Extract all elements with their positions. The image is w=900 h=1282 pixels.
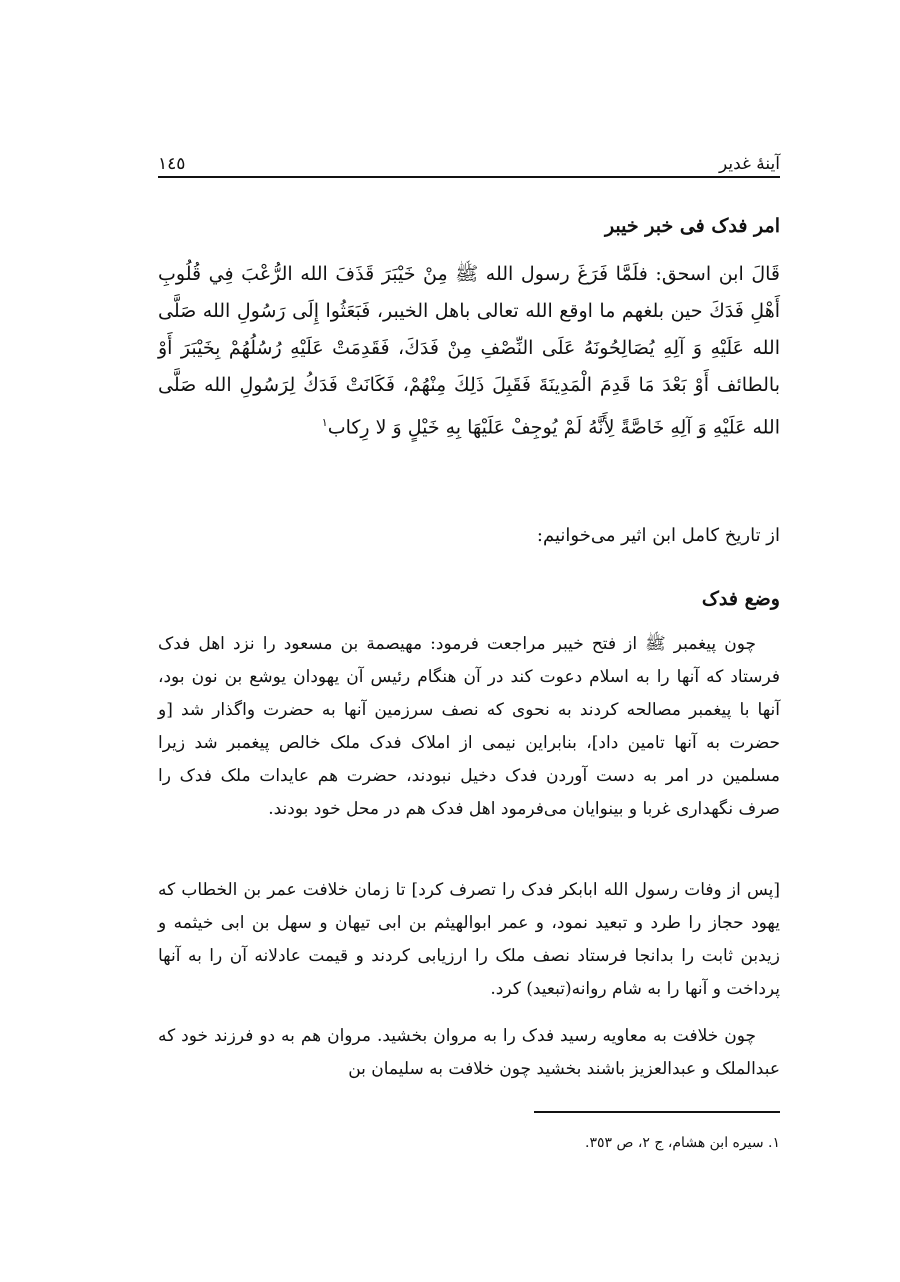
running-header: [158, 150, 780, 174]
body-paragraph-3: چون خلافت به معاویه رسید فدک را به مروان بخشید. مروان هم به دو فرزند خود که عبدالملک و عبدالعزیز باشند بخشید چون خلافت به سلیمان بن: [158, 1026, 780, 1079]
intro-line: از تاریخ کامل ابن اثیر می‌خوانیم:: [536, 525, 780, 546]
book-title: آینهٔ غدیر: [718, 154, 780, 174]
arabic-quote-paragraph: [158, 256, 780, 446]
header-rule: [158, 176, 780, 178]
arabic-quote-text: قَالَ ابن اسحق: فلَمَّا فَرَغَ رسول الله ﷺ مِنْ خَيْبَرَ قَذَفَ الله الرُّعْبَ فِي قُلُوبِ أَهْلِ فَدَكَ حين بلغهم ما اوقع الله تعالى باهل الخيبر، فَبَعَثُوا إِلَى رَسُولِ الله صَلَّى الله عَلَيْهِ وَ آلِهِ يُصَالِحُونَهُ عَلَى النِّصْفِ مِنْ فَدَكَ، فَقَدِمَتْ عَلَيْهِ رُسُلُهُمْ بِخَيْبَرَ أَوْ بالطائف أَوْ بَعْدَ مَا قَدِمَ الْمَدِينَةَ فَقَبِلَ ذَلِكَ مِنْهُمْ، فَكَانَتْ فَدَكُ لِرَسُولِ الله صَلَّى الله عَلَيْهِ وَ آلِهِ خَاصَّةً لِأَنَّهُ لَمْ يُوجِفْ عَلَيْهَا بِهِ خَيْلٍ وَ لا رِكاب: [158, 263, 780, 439]
body-paragraph-2: [پس از وفات رسول الله ابابکر فدک را تصرف کرد] تا زمان خلافت عمر بن الخطاب که یهود حجاز را طرد و تبعید نمود، و عمر ابوالهیثم بن ابی تیهان و سهل بن ابی خیثمه و زیدبن ثابت را بدانجا فرستاد نصف ملک را ارزیابی کردند و قیمت عادلانه آن را به آنها پرداخت و آنها را به شام روانه(تبعید) کرد.: [158, 880, 780, 999]
section-heading-wad-fadak: وضع فدک: [701, 588, 780, 610]
footnote-rule: [534, 1111, 780, 1113]
footnote: ١. سیره ابن هشام، ج ٢، ص ٣٥٣.: [585, 1135, 780, 1151]
body-paragraph-1: چون پیغمبر ﷺ از فتح خیبر مراجعت فرمود: مهیصمة بن مسعود را نزد اهل فدک فرستاد که آنها را به اسلام دعوت کند در آن هنگام رئیس آن یهودان یوشع بن نون بود، آنها با پیغمبر مصالحه کردند به نحوی که نصف سرزمین آنها به حضرت واگذار شد [و حضرت به آنها تامین داد]، بنابراین نیمی از املاک فدک ملک خالص پیغمبر شد زیرا مسلمین در امر به دست آوردن فدک دخیل نبودند، حضرت هم عایدات ملک فدک را صرف نگهداری غربا و بینوایان می‌فرمود اهل فدک هم در محل خود بودند.: [158, 634, 780, 819]
section-heading-fadak-khaybar: امر فدک فی خبر خیبر: [604, 215, 780, 237]
footnote-reference: ١: [321, 416, 328, 429]
page-number: ١٤٥: [158, 154, 186, 174]
